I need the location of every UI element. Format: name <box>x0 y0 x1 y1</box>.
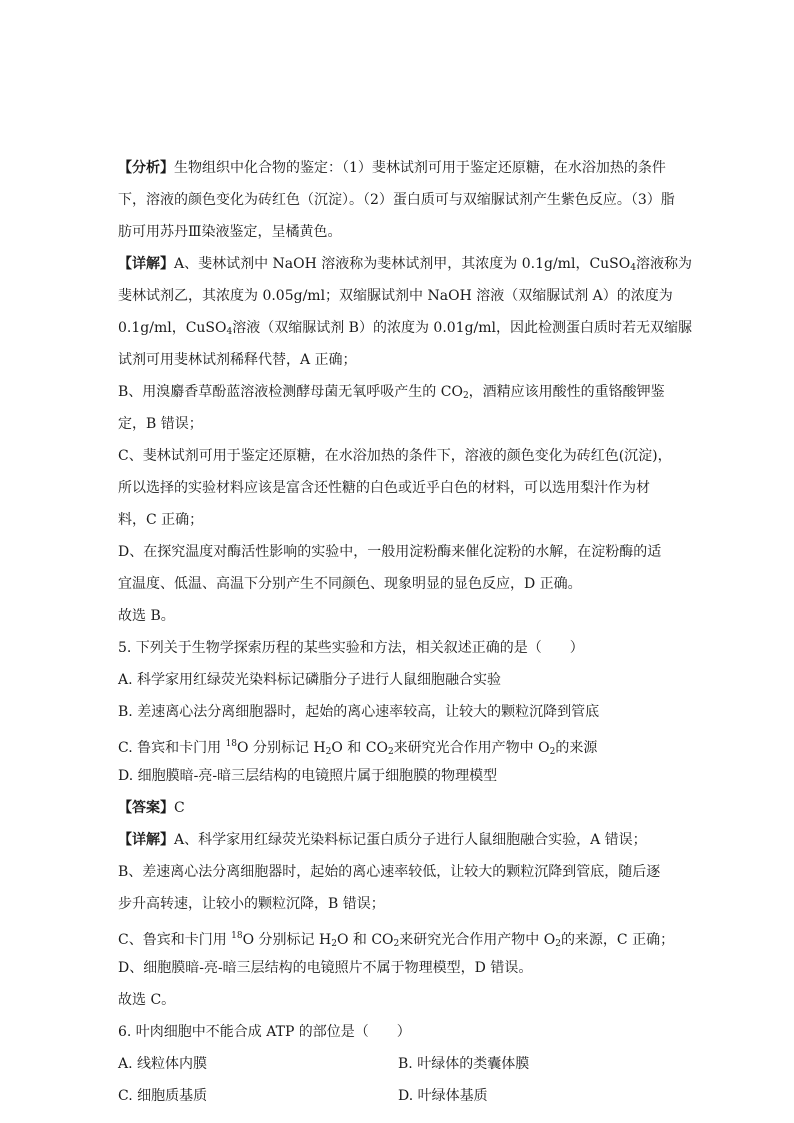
text-span: B、差速离心法分离细胞器时，起始的离心速率较低，让较大的颗粒沉降到管底，随后逐 <box>118 864 661 880</box>
subscript: 4 <box>226 327 233 337</box>
text-line <box>118 984 678 1016</box>
text-line <box>118 600 678 632</box>
document-page <box>118 152 693 1112</box>
option-row <box>118 1080 678 1112</box>
text-span: D、在探究温度对酶活性影响的实验中，一般用淀粉酶来催化淀粉的水解，在淀粉酶的适 <box>118 544 662 560</box>
text-span: 6. 叶肉细胞中不能合成 ATP 的部位是（ ） <box>118 1024 411 1040</box>
text-span: A、斐林试剂中 NaOH 溶液称为斐林试剂甲，其浓度为 0.1g/ml，CuSO <box>174 256 631 272</box>
text-line <box>118 376 678 408</box>
text-span: B. 差速离心法分离细胞器时，起始的离心速率较高，让较大的颗粒沉降到管底 <box>118 704 600 720</box>
text-line <box>118 440 678 472</box>
section-tag: 【答案】 <box>118 800 174 816</box>
text-span: 溶液（双缩脲试剂 B）的浓度为 0.01g/ml，因此检测蛋白质时若无双缩脲 <box>232 320 693 336</box>
answer-option: A. 线粒体内膜 <box>118 1056 208 1072</box>
text-line <box>118 1016 678 1048</box>
text-line <box>118 408 678 440</box>
text-span: 料，C 正确； <box>118 512 204 528</box>
text-span: D、细胞膜暗-亮-暗三层结构的电镜照片不属于物理模型，D 错误。 <box>118 960 533 976</box>
text-span: B、用溴麝香草酚蓝溶液检测酵母菌无氧呼吸产生的 CO <box>118 384 463 400</box>
text-line <box>118 920 678 952</box>
text-span: 来研究光合作用产物中 O <box>393 740 550 756</box>
text-span: A. 科学家用红绿荧光染料标记磷脂分子进行人鼠细胞融合实验 <box>118 672 502 688</box>
document-body <box>118 152 693 1048</box>
text-line <box>118 632 678 664</box>
text-line <box>118 216 678 248</box>
text-line <box>118 472 678 504</box>
text-span: 下，溶液的颜色变化为砖红色（沉淀）。（2）蛋白质可与双缩脲试剂产生紫色反应。（3）脂 <box>118 192 675 208</box>
text-line <box>118 504 678 536</box>
text-line <box>118 824 678 856</box>
subscript: 2 <box>387 747 394 757</box>
section-tag: 【详解】 <box>118 256 174 272</box>
text-span: 步升高转速，让较小的颗粒沉降，B 错误； <box>118 896 385 912</box>
text-span: 的来源，C 正确； <box>560 932 675 948</box>
text-line <box>118 184 678 216</box>
text-span: D. 细胞膜暗-亮-暗三层结构的电镜照片属于细胞膜的物理模型 <box>118 768 498 784</box>
text-line <box>118 664 678 696</box>
text-span: O 分别标记 H <box>242 932 332 948</box>
text-line <box>118 856 678 888</box>
text-span: C. 鲁宾和卡门用 <box>118 740 226 756</box>
text-span: C <box>174 800 185 816</box>
subscript: 2 <box>555 939 561 949</box>
answer-option: B. 叶绿体的类囊体膜 <box>398 1056 530 1072</box>
text-span: 斐林试剂乙，其浓度为 0.05g/ml；双缩脲试剂中 NaOH 溶液（双缩脲试剂 A）的浓度为 <box>118 288 673 304</box>
text-line <box>118 536 678 568</box>
text-span: 来研究光合作用产物中 O <box>399 932 556 948</box>
text-line <box>118 312 693 344</box>
subscript: 4 <box>630 263 636 273</box>
text-line <box>118 952 678 984</box>
option-row <box>118 1048 678 1080</box>
text-line <box>118 152 678 184</box>
text-span: 0.1g/ml，CuSO <box>118 320 227 336</box>
superscript: 18 <box>231 931 243 941</box>
text-line <box>118 568 678 600</box>
text-span: O 和 CO <box>336 932 394 948</box>
text-span: C、斐林试剂可用于鉴定还原糖，在水浴加热的条件下，溶液的颜色变化为砖红色(沉淀)， <box>118 448 672 464</box>
subscript: 2 <box>462 391 469 401</box>
text-line <box>118 696 678 728</box>
text-span: 5. 下列关于生物学探索历程的某些实验和方法，相关叙述正确的是（ ） <box>118 640 584 656</box>
text-span: O 和 CO <box>331 740 388 756</box>
text-line <box>118 728 678 760</box>
section-tag: 【详解】 <box>118 832 174 848</box>
subscript: 2 <box>325 747 332 757</box>
subscript: 2 <box>549 747 556 757</box>
text-line <box>118 888 678 920</box>
question-6-options <box>118 1048 678 1112</box>
text-span: ，酒精应该用酸性的重铬酸钾鉴 <box>468 384 665 400</box>
text-line <box>118 248 692 280</box>
text-span: C、鲁宾和卡门用 <box>118 932 232 948</box>
subscript: 2 <box>331 939 337 949</box>
text-span: O 分别标记 H <box>237 740 326 756</box>
superscript: 18 <box>225 739 238 749</box>
text-span: 故选 C。 <box>118 992 176 1008</box>
text-line <box>118 792 678 824</box>
subscript: 2 <box>393 939 400 949</box>
text-line <box>118 760 678 792</box>
answer-option: C. 细胞质基质 <box>118 1088 208 1104</box>
text-span: 宜温度、低温、高温下分别产生不同颜色、现象明显的显色反应，D 正确。 <box>118 576 582 592</box>
text-span: 定，B 错误； <box>118 416 203 432</box>
text-span: 试剂可用斐林试剂稀释代替，A 正确； <box>118 352 357 368</box>
text-span: A、科学家用红绿荧光染料标记蛋白质分子进行人鼠细胞融合实验，A 错误； <box>174 832 647 848</box>
text-span: 肪可用苏丹Ⅲ染液鉴定，呈橘黄色。 <box>118 224 342 240</box>
text-span: 故选 B。 <box>118 608 175 624</box>
text-span: 生物组织中化合物的鉴定：（1）斐林试剂可用于鉴定还原糖，在水浴加热的条件 <box>174 160 666 176</box>
answer-option: D. 叶绿体基质 <box>398 1088 488 1104</box>
text-span: 所以选择的实验材料应该是富含还性糖的白色或近乎白色的材料，可以选用梨汁作为材 <box>118 480 650 496</box>
text-span: 的来源 <box>555 740 598 756</box>
section-tag: 【分析】 <box>118 160 174 176</box>
text-line <box>118 344 678 376</box>
text-line <box>118 280 678 312</box>
text-span: 溶液称为 <box>635 256 692 272</box>
